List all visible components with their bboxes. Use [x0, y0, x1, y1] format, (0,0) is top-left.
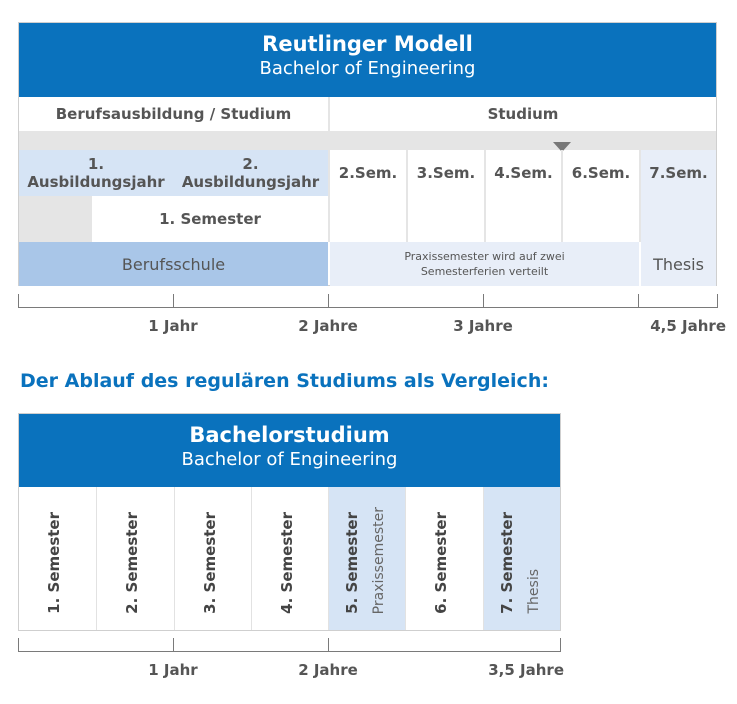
berufsschule: Berufsschule: [19, 242, 328, 286]
axis-tick: [173, 638, 174, 652]
bachelor-axis-label-1-jahr: 1 Jahr: [148, 661, 198, 679]
axis-tick: [483, 294, 484, 308]
bachelor-axis-label-2-jahre: 2 Jahre: [298, 661, 358, 679]
bachelor-header: [19, 414, 560, 487]
semester-column: [483, 487, 560, 630]
sem-7: 7.Sem.: [649, 164, 708, 182]
bachelor-title: Bachelorstudium: [189, 423, 390, 447]
gray-filler: [19, 196, 92, 242]
axis-tick: [560, 638, 561, 652]
sem-3: 3.Sem.: [416, 164, 476, 182]
section-right-label: Studium: [487, 105, 559, 123]
model-title: Reutlinger Modell: [262, 32, 473, 56]
axis-tick: [18, 638, 19, 652]
semester-columns: [19, 487, 560, 630]
semester-label: 5. Semester: [343, 512, 362, 614]
thesis-label: Thesis: [653, 254, 704, 274]
axis-tick: [173, 294, 174, 308]
semester-column: [251, 487, 328, 630]
sem-6: 6.Sem.: [571, 164, 631, 182]
semester-label: 7. Semester: [497, 512, 516, 614]
axis-label-1-jahr: 1 Jahr: [148, 317, 198, 335]
semester-column: [405, 487, 482, 630]
timeline-axis: [18, 307, 718, 308]
semester-column: [174, 487, 251, 630]
model-header: [19, 23, 716, 97]
ausbildungsjahr-1: 1. Ausbildungsjahr: [19, 150, 173, 196]
comparison-title: Der Ablauf des regulären Studiums als Vergleich:: [20, 370, 549, 392]
bachelor-subtitle: Bachelor of Engineering: [181, 449, 398, 470]
semester-note: Praxissemester: [371, 506, 388, 614]
bachelor-axis-label-3-5-jahre: 3,5 Jahre: [488, 661, 564, 679]
axis-tick: [18, 294, 19, 308]
sem-4: 4.Sem.: [494, 164, 553, 182]
semester-label: 2. Semester: [123, 512, 142, 614]
axis-tick: [717, 294, 718, 308]
axis-label-3-jahre: 3 Jahre: [453, 317, 513, 335]
bachelor-diagram: [18, 413, 561, 631]
semester-label: 1. Semester: [45, 512, 63, 614]
semester-column: [96, 487, 173, 630]
bachelor-timeline-axis: [18, 651, 561, 652]
section-left-label: Berufsausbildung / Studium: [55, 105, 292, 123]
model-subtitle: Bachelor of Engineering: [259, 58, 476, 79]
praxis-note: Praxissemester wird auf zwei Semesterferien verteilt: [330, 242, 639, 286]
axis-tick: [328, 294, 329, 308]
semester-column: [328, 487, 405, 630]
reutlinger-model-diagram: [18, 22, 717, 286]
axis-tick: [638, 294, 639, 308]
axis-tick: [328, 638, 329, 652]
semester-label: 4. Semester: [277, 512, 296, 614]
semester-label: 6. Semester: [432, 512, 451, 614]
sem-2: 2.Sem.: [338, 164, 398, 182]
semester-column: [19, 487, 96, 630]
axis-label-2-jahre: 2 Jahre: [298, 317, 358, 335]
ausbildungsjahr-2: 2. Ausbildungsjahr: [173, 150, 328, 196]
axis-label-4-5-jahre: 4,5 Jahre: [650, 317, 726, 335]
semester-note: Thesis: [525, 569, 542, 614]
semester-label: 3. Semester: [200, 512, 219, 614]
gray-band: [19, 131, 716, 150]
first-semester: 1. Semester: [159, 210, 261, 228]
